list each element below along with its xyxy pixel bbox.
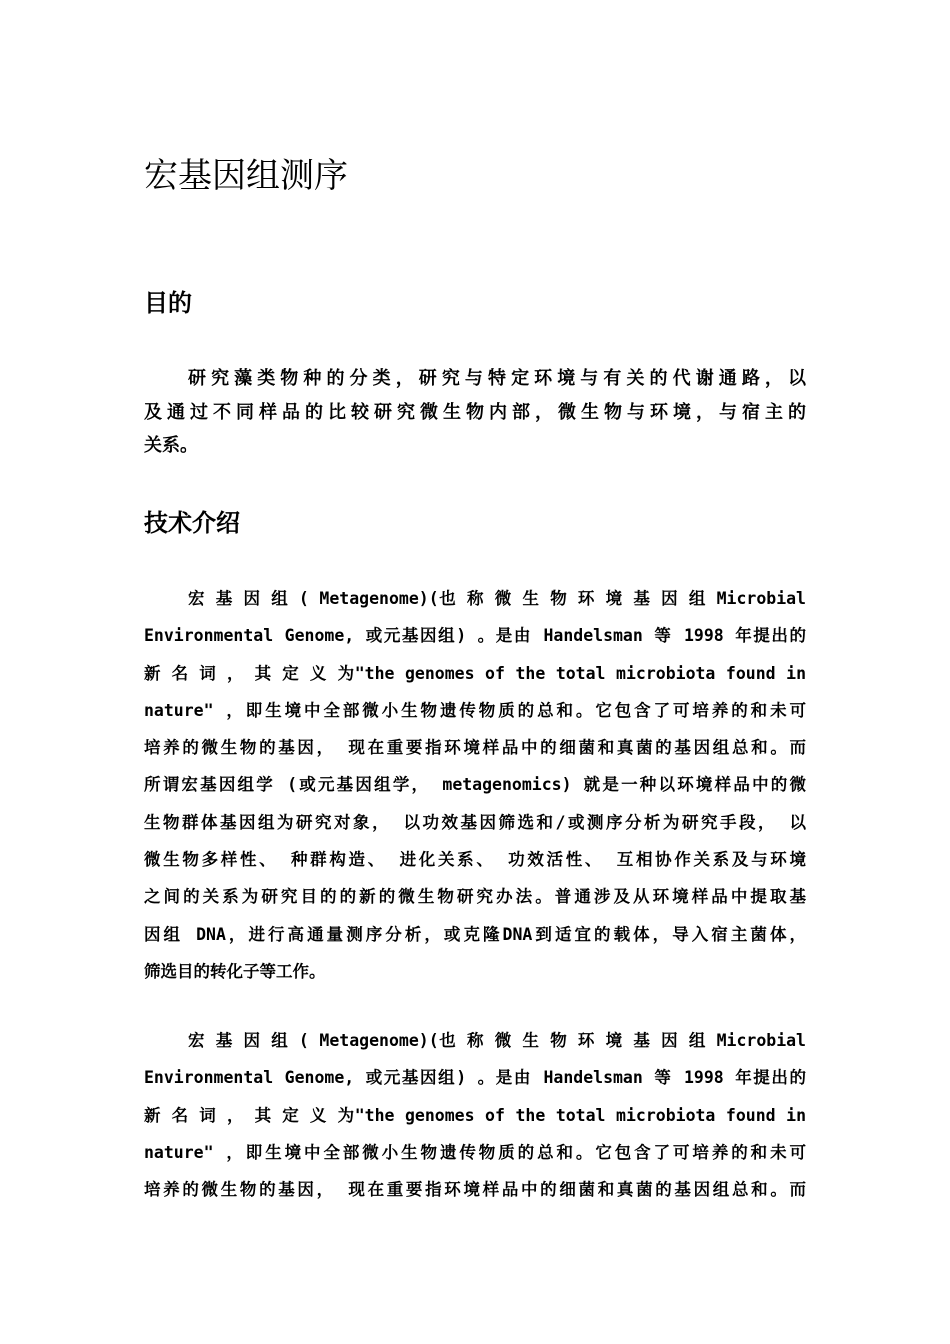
text-line: 新 名 词 ， 其 定 义 为"the genomes of the total microbiota found in	[144, 1105, 806, 1125]
text-line: Environmental Genome, 或元基因组) 。是由 Handelsman 等 1998 年提出的	[144, 626, 806, 646]
text-line: 因组 DNA，进行高通量测序分析，或克隆DNA到适宜的载体，导入宿主菌体，	[144, 924, 806, 944]
section-heading-purpose: 目的	[144, 289, 192, 317]
text-line: 所谓宏基因组学 (或元基因组学， metagenomics) 就是一种以环境样品中的微	[144, 775, 806, 795]
text-line: Environmental Genome, 或元基因组) 。是由 Handelsman 等 1998 年提出的	[144, 1068, 806, 1088]
text-line: nature" ，即生境中全部微小生物遗传物质的总和。它包含了可培养的和未可	[144, 1142, 806, 1162]
text-line: 筛选目的转化子等工作。	[144, 961, 326, 981]
tech-paragraph-1	[144, 580, 806, 990]
text-line: 及通过不同样品的比较研究微生物内部，微生物与环境，与宿主的	[144, 401, 806, 423]
text-line: 研究藻类物种的分类，研究与特定环境与有关的代谢通路，以	[188, 368, 806, 389]
text-line: 培养的微生物的基因， 现在重要指环境样品中的细菌和真菌的基因组总和。而	[144, 1180, 806, 1200]
purpose-paragraph	[144, 362, 806, 463]
section-heading-tech: 技术介绍	[144, 509, 240, 537]
tech-paragraph-2	[144, 1022, 806, 1208]
text-line: 宏 基 因 组 ( Metagenome)(也 称 微 生 物 环 境 基 因 组 Microbial	[188, 589, 806, 608]
text-line: 生物群体基因组为研究对象， 以功效基因筛选和/或测序分析为研究手段， 以	[144, 812, 806, 832]
text-line: 培养的微生物的基因， 现在重要指环境样品中的细菌和真菌的基因组总和。而	[144, 738, 806, 758]
document-title: 宏基因组测序	[144, 156, 348, 196]
text-line: 新 名 词 ， 其 定 义 为"the genomes of the total microbiota found in	[144, 663, 806, 683]
text-line: 关系。	[144, 435, 198, 456]
text-line: nature" ，即生境中全部微小生物遗传物质的总和。它包含了可培养的和未可	[144, 700, 806, 720]
text-line: 之间的关系为研究目的的新的微生物研究办法。普通涉及从环境样品中提取基	[144, 887, 806, 907]
text-line: 微生物多样性、 种群构造、 进化关系、 功效活性、 互相协作关系及与环境	[144, 850, 806, 870]
text-line: 宏 基 因 组 ( Metagenome)(也 称 微 生 物 环 境 基 因 组 Microbial	[188, 1031, 806, 1050]
